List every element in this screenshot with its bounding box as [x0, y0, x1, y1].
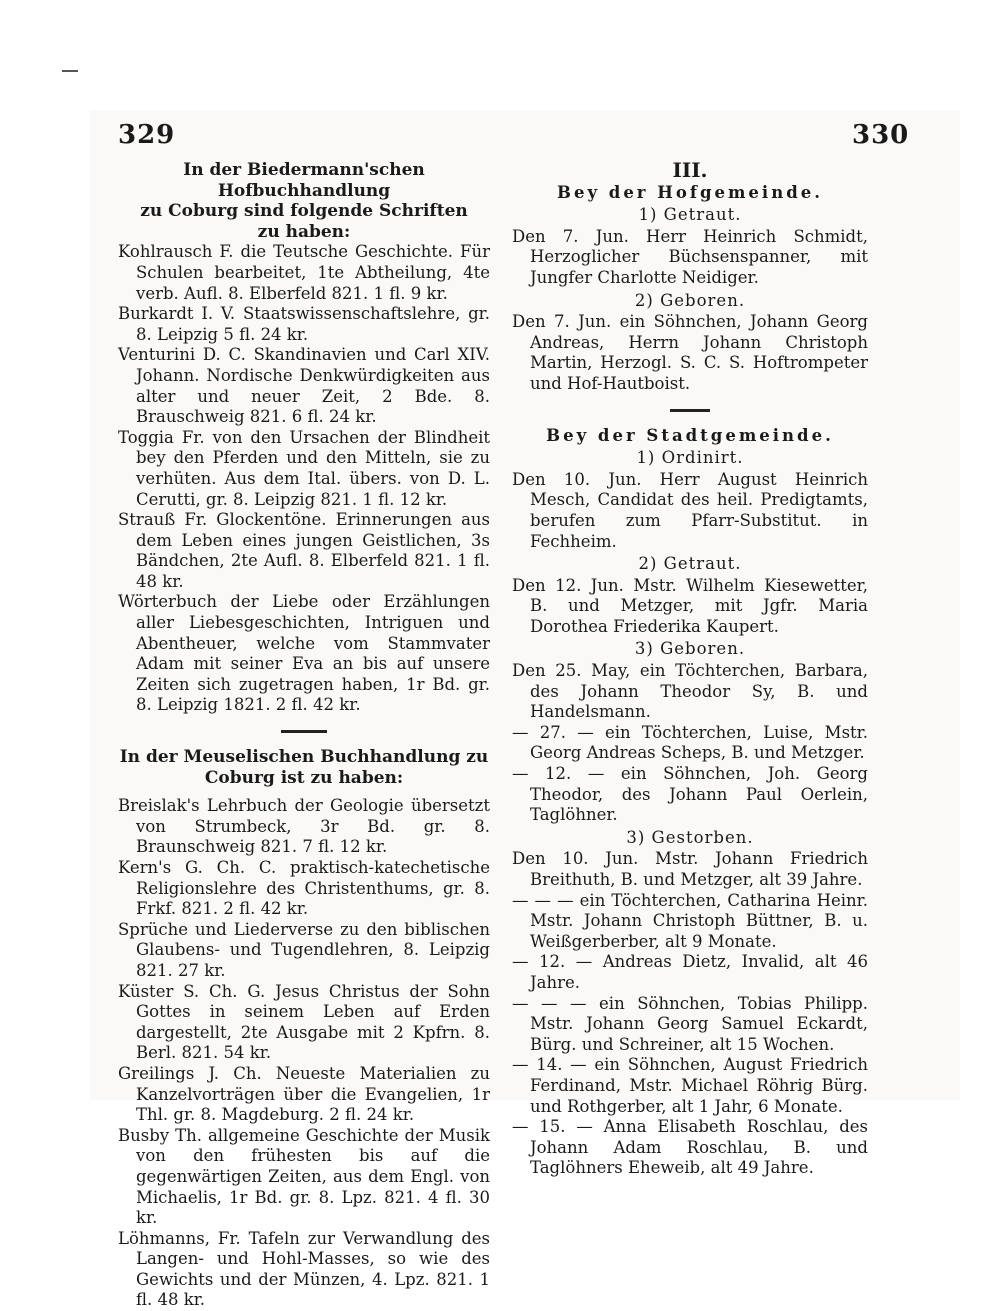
right-column: [512, 160, 868, 1179]
section-number: III.: [672, 158, 708, 182]
parish-title-stadt: Bey der Stadtgemeinde.: [546, 425, 834, 445]
section-divider: [670, 409, 710, 412]
book-entry: Greilings J. Ch. Neueste Materialien zu Kanzelvorträgen über die Evangelien, 1r Thl. gr. 8. Magdeburg. 2 fl. 24 kr.: [118, 1063, 490, 1125]
book-entry: Busby Th. allgemeine Geschichte der Musik von den frühesten bis auf die gegenwärtigen Zeiten, aus dem Engl. von Michaelis, 1r Bd. gr. 8. Lpz. 821. 4 fl. 30 kr.: [118, 1125, 490, 1228]
book-entry: Toggia Fr. von den Ursachen der Blindheit bey den Pferden und den Mitteln, sie zu verhüten. Aus dem Ital. übers. von D. L. Cerutti, gr. 8. Leipzig 821. 1 fl. 12 kr.: [118, 427, 490, 509]
register-entry: Den 10. Jun. Herr August Heinrich Mesch, Candidat des heil. Predigtamts, berufen zum Pfarr-Substitut. in Fechheim.: [512, 469, 868, 551]
subheading: 3) Geboren.: [634, 639, 746, 659]
parish-title-hof: Bey der Hofgemeinde.: [557, 182, 823, 202]
register-entry: — 14. — ein Söhnchen, August Friedrich Ferdinand, Mstr. Michael Röhrig Bürg. und Rothgerber, alt 1 Jahr, 6 Monate.: [512, 1055, 868, 1116]
spacer: [118, 788, 490, 796]
heading-line: In der Meuselischen Buchhandlung zu: [119, 747, 489, 768]
register-entry: — — — ein Töchterchen, Catharina Heinr. Mstr. Johann Christoph Büttner, B. u. Weißgerberber, alt 9 Monate.: [512, 890, 868, 951]
subheading: 3) Gestorben.: [626, 827, 754, 847]
register-entry: — 12. — ein Söhnchen, Joh. Georg Theodor, des Johann Paul Oerlein, Taglöhner.: [512, 764, 868, 825]
register-entry: Den 12. Jun. Mstr. Wilhelm Kiesewetter, B. und Metzger, mit Jgfr. Maria Dorothea Friederika Kaupert.: [512, 575, 868, 636]
register-entry: Den 10. Jun. Mstr. Johann Friedrich Breithuth, B. und Metzger, alt 39 Jahre.: [512, 849, 868, 889]
register-entry: — 27. — ein Töchterchen, Luise, Mstr. Georg Andreas Scheps, B. und Metzger.: [512, 722, 868, 763]
book-entry: Löhmanns, Fr. Tafeln zur Verwandlung des Langen- und Hohl-Masses, so wie des Gewichts und der Münzen, 4. Lpz. 821. 1 fl. 48 kr.: [118, 1228, 490, 1310]
register-entry: — 15. — Anna Elisabeth Roschlau, des Johann Adam Roschlau, B. und Taglöhners Eheweib, alt 49 Jahre.: [512, 1117, 868, 1178]
subheading: 2) Getraut.: [638, 554, 742, 574]
register-entry: Den 7. Jun. ein Söhnchen, Johann Georg Andreas, Herrn Johann Christoph Martin, Herzogl. S. C. S. Hoftrompeter und Hof-Hautboist.: [512, 312, 868, 393]
subheading: 1) Ordinirt.: [636, 448, 744, 468]
book-entry: Küster S. Ch. G. Jesus Christus der Sohn Gottes in seinem Leben auf Erden dargestellt, 2te Ausgabe mit 2 Kpfrn. 8. Berl. 821. 54 kr.: [118, 981, 490, 1063]
register-entry: — — — ein Söhnchen, Tobias Philipp. Mstr. Johann Georg Samuel Eckardt, Bürg. und Schreiner, alt 15 Wochen.: [512, 993, 868, 1054]
heading-line: zu haben:: [257, 221, 351, 242]
book-entry: Kohlrausch F. die Teutsche Geschichte. Für Schulen bearbeitet, 1te Abtheilung, 4te verb. Aufl. 8. Elberfeld 821. 1 fl. 9 kr.: [118, 242, 490, 303]
book-entry: Sprüche und Liederverse zu den biblischen Glaubens- und Tugendlehren, 8. Leipzig 821. 27 kr.: [118, 919, 490, 980]
register-entry: Den 25. May, ein Töchterchen, Barbara, des Johann Theodor Sy, B. und Handelsmann.: [512, 661, 868, 722]
register-entry: Den 7. Jun. Herr Heinrich Schmidt, Herzoglicher Büchsenspanner, mit Jungfer Charlotte Neidiger.: [512, 226, 868, 287]
book-entry: Venturini D. C. Skandinavien und Carl XIV. Johann. Nordische Denkwürdigkeiten aus alter und neuer Zeit, 2 Bde. 8. Brauschweig 821. 6 fl. 24 kr.: [118, 345, 490, 427]
subheading: 2) Geboren.: [634, 290, 746, 310]
page-number-right: 330: [852, 120, 910, 150]
subheading: 1) Getraut.: [638, 205, 742, 225]
heading-line: Coburg ist zu haben:: [204, 767, 404, 788]
book-entry: Kern's G. Ch. C. praktisch-katechetische Religionslehre des Christenthums, gr. 8. Frkf. 821. 2 fl. 42 kr.: [118, 858, 490, 919]
page-number-left: 329: [118, 120, 176, 150]
book-entry: Breislak's Lehrbuch der Geologie übersetzt von Strumbeck, 3r Bd. gr. 8. Braunschweig 821. 7 fl. 12 kr.: [118, 796, 490, 857]
heading-line: zu Coburg sind folgende Schriften: [140, 201, 468, 222]
left-column: [118, 160, 490, 1311]
book-entry: Wörterbuch der Liebe oder Erzählungen aller Liebesgeschichten, Intriguen und Abentheuer, welche vom Stammvater Adam mit seiner Eva an bis auf unsere Zeiten sich zugetragen haben, 1r Bd. gr. 8. Leipzig 1821. 2 fl. 42 kr.: [118, 592, 490, 715]
book-entry: Burkardt I. V. Staatswissenschaftslehre, gr. 8. Leipzig 5 fl. 24 kr.: [118, 304, 490, 344]
register-entry: — 12. — Andreas Dietz, Invalid, alt 46 Jahre.: [512, 952, 868, 992]
scan-mark: [62, 70, 78, 72]
book-entry: Strauß Fr. Glockentöne. Erinnerungen aus dem Leben eines jungen Geistlichen, 3s Bändchen, 2te Aufl. 8. Elberfeld 821. 1 fl. 48 kr.: [118, 510, 490, 591]
heading-line: In der Biedermann'schen Hofbuchhandlung: [183, 160, 425, 201]
section-divider: [281, 730, 327, 733]
